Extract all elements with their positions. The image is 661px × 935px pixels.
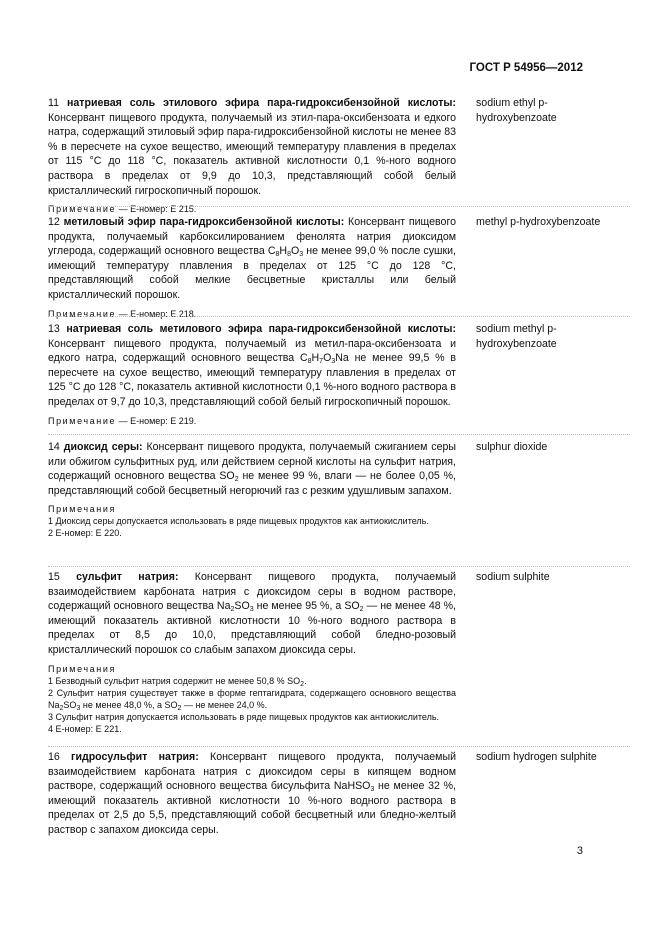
- term-text: — не менее 48 %, имеющий показатель активной кислотности 10 %-ного водного раствора в пределах от 8,5 до 10,0, представляющий собой бледно-розовый кристаллический порошок со слабым запахом диоксида серы.: [48, 600, 456, 656]
- note-item: 2 Е-номер: Е 220.: [48, 528, 122, 539]
- term-entry-11: [48, 96, 630, 215]
- formula-symbol: H: [279, 245, 288, 258]
- term-definition: [48, 570, 456, 658]
- formula-subscript: 8: [307, 358, 312, 366]
- note-text: 1 Безводный сульфит натрия содержит не менее 50,8 % SO: [48, 675, 301, 686]
- page-number: 3: [576, 845, 583, 857]
- formula-symbol: O: [290, 245, 300, 258]
- term-entry-16: [48, 750, 630, 838]
- term-title: метиловый эфир пара-гидроксибензойной кислоты:: [63, 216, 345, 228]
- english-equivalent: methyl p-hydroxybenzoate: [476, 216, 601, 228]
- term-note: [48, 415, 456, 427]
- entry-divider: [48, 206, 630, 207]
- term-definition: [48, 750, 456, 838]
- term-text: Консервант пищевого продукта, получаемый сжиганием серы или обжигом сульфитных руд, или действием серной кислоты на сульфит натрия, содержащий основного вещества SO: [48, 441, 457, 483]
- note-text: — Е-номер: Е 218.: [116, 308, 197, 319]
- term-entry-13: [48, 322, 630, 427]
- standard-designation: ГОСТ Р 54956—2012: [469, 62, 583, 74]
- term-title: сульфит натрия:: [76, 571, 179, 583]
- formula-subscript: 2: [234, 476, 239, 484]
- formula-symbol: H: [311, 352, 320, 365]
- english-equivalent: sodium sulphite: [476, 571, 550, 583]
- notes-heading: Примечания: [48, 504, 116, 515]
- term-text: Консервант пищевого продукта, получаемый из этил-пара-оксибензоата и едкого натра, содержащий этиловый эфир пара-гидроксибензойной кислоты не менее 83 % в пересчете на сухое вещество, имеющий температуру плавления в пределах от 115 °С до 118 °С, показатель активной кислотности 0,1 %-ного водного раствора в пределах от 9,9 до 10,3, представляющий собой белый кристаллический гигроскопичный порошок.: [48, 111, 456, 197]
- term-number: 14: [48, 441, 60, 453]
- english-equivalent: sodium methyl p-hydroxybenzoate: [476, 323, 557, 350]
- term-title: гидросульфит натрия:: [71, 751, 199, 763]
- formula-subscript: 3: [331, 358, 336, 366]
- note-item: [48, 687, 456, 711]
- term-definition: [48, 96, 456, 198]
- term-note: [48, 203, 456, 215]
- entry-divider: [48, 746, 630, 747]
- note-text: .: [304, 675, 307, 686]
- note-text: — не менее 24,0 %.: [181, 699, 268, 710]
- formula-subscript: 3: [76, 704, 81, 712]
- term-text: не менее 32 %, имеющий показатель активной кислотности 10 %-ного водного раствора в пределах от 2,5 до 5,5, представляющий собой бесцветный или бледно-желтый раствор с запахом диоксида серы.: [48, 780, 456, 836]
- formula-symbol: O: [323, 352, 332, 365]
- term-text: Консервант пищевого продукта, получаемый взаимодействием карбоната натрия с диоксидом серы в кипящем водном растворе, содержащий основного вещества бисульфита NaHSO: [48, 751, 456, 793]
- english-equivalent: sodium ethyl p-hydroxybenzoate: [476, 97, 557, 124]
- term-title: диоксид серы:: [63, 441, 143, 453]
- formula-subscript: 3: [370, 786, 375, 794]
- term-text: не менее 99 %, влаги — не более 0,05 %, представляющий собой бесцветный негорючий газ с резким удушливым запахом.: [48, 470, 456, 497]
- notes-heading: Примечания: [48, 663, 116, 674]
- term-text: Консервант пищевого продукта, получаемый из метил-пара-оксибензоата и едкого натра, содержащий основного вещества C: [48, 337, 456, 365]
- term-text: не менее 99,5 % в пересчете на сухое вещество, имеющий температуру плавления в пределах от 125 °С до 128 °С, показатель активной кислотности 0,1 %-ного водного раствора в пределах от 9,7 до 10,3, представляющий собой белый гигроскопичный порошок.: [48, 352, 456, 408]
- term-number: 11: [48, 97, 59, 109]
- term-notes: [48, 503, 456, 539]
- note-text: не менее 48,0 %, а SO: [80, 699, 178, 710]
- formula-subscript: 8: [287, 251, 291, 259]
- formula-subscript: 3: [299, 251, 304, 259]
- entry-divider: [48, 316, 630, 317]
- term-entry-14: [48, 440, 630, 539]
- formula-subscript: 2: [177, 704, 182, 712]
- term-number: 15: [48, 571, 60, 583]
- note-item: 1 Диоксид серы допускается использовать в ряде пищевых продуктов как антиокислитель.: [48, 516, 429, 527]
- note-heading: Примечание: [48, 204, 117, 215]
- term-number: 13: [48, 323, 60, 335]
- formula-subscript: 7: [319, 358, 324, 366]
- formula-subscript: 3: [249, 606, 254, 614]
- formula-subscript: 2: [59, 704, 64, 712]
- term-entry-15: [48, 570, 630, 735]
- term-note: [48, 308, 456, 320]
- formula-subscript: 2: [230, 606, 235, 614]
- term-text: Консервант пищевого продукта, получаемый карбоксилированием фенолята натрия диоксидом углерода, содержащий основного вещества C: [48, 216, 456, 258]
- note-text: 2 Сульфит натрия существует также в форме гептагидрата, содержащего основного вещества Na: [48, 687, 456, 710]
- formula-subscript: 2: [300, 680, 305, 688]
- term-text: не менее 95 %, а SO: [253, 600, 360, 613]
- term-text: Консервант пищевого продукта, получаемый взаимодействием карбоната натрия с диоксидом серы в водном растворе, содержащий основного вещества Na: [48, 571, 456, 613]
- note-heading: Примечание: [48, 415, 117, 426]
- term-title: натриевая соль метилового эфира пара-гидроксибензойной кислоты:: [66, 323, 456, 335]
- note-heading: Примечание: [48, 308, 117, 319]
- term-notes: [48, 663, 456, 735]
- note-item: [48, 675, 456, 687]
- term-definition: [48, 215, 456, 303]
- term-number: 12: [48, 216, 60, 228]
- formula-symbol: SO: [63, 699, 77, 710]
- formula-subscript: 2: [359, 606, 364, 614]
- note-item: 3 Сульфит натрия допускается использовать в ряде пищевых продуктов как антиокислитель.: [48, 711, 440, 722]
- term-number: 16: [48, 751, 60, 763]
- term-entry-12: [48, 215, 630, 320]
- formula-symbol: Na: [335, 352, 349, 365]
- english-equivalent: sodium hydrogen sulphite: [476, 751, 597, 763]
- term-title: натриевая соль этилового эфира пара-гидроксибензойной кислоты:: [67, 97, 456, 109]
- note-item: 4 Е-номер: Е 221.: [48, 723, 122, 734]
- entry-divider: [48, 434, 630, 435]
- note-text: — Е-номер: Е 219.: [116, 415, 197, 426]
- term-definition: [48, 440, 456, 498]
- note-text: — Е-номер: Е 215.: [116, 204, 197, 215]
- english-equivalent: sulphur dioxide: [476, 441, 548, 453]
- formula-subscript: 8: [275, 251, 280, 259]
- term-text: не менее 99,0 % после сушки, имеющий температуру плавления в пределах от 125 °С до 128 °С, представляющий собой мелкие бесцветные кристаллы или белый кристаллический порошок.: [48, 245, 456, 301]
- entry-divider: [48, 566, 630, 567]
- formula-symbol: SO: [234, 600, 250, 613]
- term-definition: [48, 322, 456, 410]
